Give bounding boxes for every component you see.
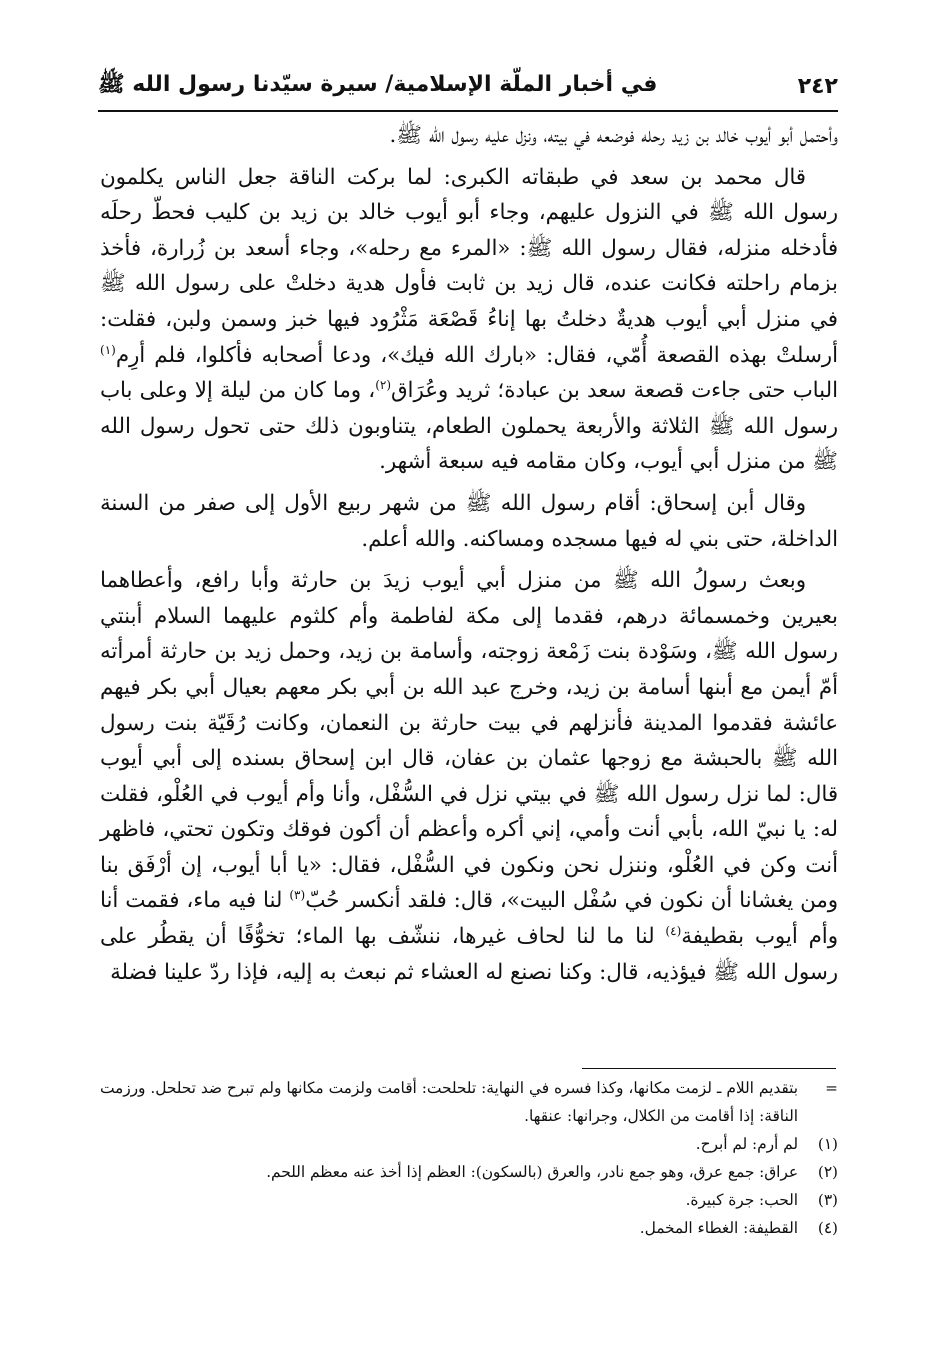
footnote-item <box>100 1214 838 1242</box>
paragraph-4-text: وبعث رسولُ الله ﷺ من منزل أبي أيوب زيدَ بن حارثة وأبا رافع، وأعطاهما بعيرين وخمسمائة درهم، فقدما إلى مكة لفاطمة وأم كلثوم عليهما السلام أبنتي رسول الله ﷺ، وسَوْدة بنت زَمْعة زوجته، وأسامة بن زيد، وحمل زيد بن حارثة أمرأته أمّ أيمن مع أبنها أسامة بن زيد، وخرج عبد الله بن أبي بكر معهم بعيال أبي بكر فيهم عائشة فقدموا المدينة فأنزلهم في بيت حارثة بن النعمان، وكانت رُقَيّة بنت رسول الله ﷺ بالحبشة مع زوجها عثمان بن عفان، قال ابن إسحاق بسنده إلى أبي أيوب قال: لما نزل رسول الله ﷺ في بيتي نزل في السُّفْل، وأنا وأم أيوب في العُلْو، فقلت له: يا نبيّ الله، بأبي أنت وأمي، إني أكره وأعظم أن أكون فوقك وتكون تحتي، فاظهر أنت وكن في العُلْو، وننزل نحن ونكون في السُّفْل، فقال: «يا أبا أيوب، إن أرْفَق بنا ومن يغشانا أن نكون في سُفْل البيت»، قال: فلقد أنكسر حُبّ <box>100 568 839 914</box>
footnote-continuation <box>100 1074 838 1130</box>
page-header <box>98 66 838 106</box>
footnote-ref-3: (٣) <box>289 888 306 903</box>
paragraph-4 <box>100 563 838 990</box>
footnotes <box>100 1074 838 1242</box>
header-rule <box>98 110 838 112</box>
footnote-number: (١) <box>817 1135 838 1153</box>
footnote-ref-2: (٢) <box>375 378 392 393</box>
footnote-item <box>100 1186 838 1214</box>
paragraph-2-text-b: الباب حتى جاءت قصعة سعد بن عبادة؛ ثريد وعُرَاق <box>391 378 838 404</box>
paragraph-2-text: قال محمد بن سعد في طبقاته الكبرى: لما بركت الناقة جعل الناس يكلمون رسول الله ﷺ في النزول عليهم، وجاء أبو أيوب خالد بن زيد بن كليب فحطّ رحلَه فأدخله منزله، فقال رسول الله ﷺ: «المرء مع رحله»، وجاء أسعد بن زُرارة، فأخذ بزمام راحلته فكانت عنده، قال زيد بن ثابت فأول هدية دخلتْ على رسول الله ﷺ في منزل أبي أيوب هديةٌ دخلتُ بها إناءُ قَصْعَة مَثْرُود فيها خبز وسمن ولبن، فقلت: أرسلتْ بهذه القصعة أُمّي، فقال: «بارك الله فيك»، ودعا أصحابه فأكلوا، فلم أرِم <box>100 164 838 368</box>
paragraph-3: وقال أبن إسحاق: أقام رسول الله ﷺ من شهر ربيع الأول إلى صفر من السنة الداخلة، حتى بني له فيها مسجده ومساكنه. والله أعلم. <box>100 490 838 552</box>
footnote-text: القطيفة: الغطاء المخمل. <box>639 1219 798 1237</box>
running-title: في أخبار الملّة الإسلامية/ سيرة سيّدنا رسول الله ﷺ <box>98 72 658 97</box>
continuation-marker: = <box>825 1079 838 1097</box>
paragraph-2-text-c: ، وما كان من ليلة إلا وعلى باب رسول الله ﷺ الثلاثة والأربعة يحملون الطعام، يتناوبون ذلك حتى تحول رسول الله ﷺ من منزل أبي أيوب، وكان مقامه فيه سبعة أشهر. <box>100 378 838 475</box>
page-number: ٢٤٢ <box>797 73 838 99</box>
footnote-ref-1: (١) <box>100 342 116 357</box>
footnote-text: الحب: جرة كبيرة. <box>685 1191 798 1209</box>
paragraph-4-text-b: لنا فيه ماء، فقمت أنا وأم أيوب بقطيفة <box>100 888 838 950</box>
footnote-number: (٢) <box>817 1163 838 1181</box>
footnote-rule <box>582 1068 836 1069</box>
footnote-number: (٣) <box>817 1191 838 1209</box>
main-text <box>100 118 838 990</box>
continuation-text: بتقديم اللام ـ لزمت مكانها، وكذا فسره في النهاية: تلحلحت: أقامت ولزمت مكانها ولم تبرح ضد تحلحل. ورزمت الناقة: إذا أقامت من الكلال، وجرانها: عنقها. <box>100 1079 798 1125</box>
footnote-number: (٤) <box>817 1219 838 1237</box>
footnote-text: عراق: جمع عرق، وهو جمع نادر، والعرق (بالسكون): العظم إذا أخذ عنه معظم اللحم. <box>266 1163 798 1181</box>
paragraph-2 <box>100 160 838 480</box>
paragraph-1: وأحتمل أبو أيوب خالد بن زيد رحله فوضعه في بيته، ونزل عليه رسول الله ﷺ. <box>389 123 838 148</box>
paragraph-4-text-c: لنا ما لنا لحاف غيرها، ننشّف بها الماء؛ تخوُّفًا أن يقطُر على رسول الله ﷺ فيؤذيه، قال: وكنا نصنع له العشاء ثم نبعث به إليه، فإذا ردّ علينا فضلة <box>100 924 838 985</box>
footnote-item <box>100 1158 838 1186</box>
footnote-text: لم أرم: لم أبرح. <box>695 1135 798 1153</box>
footnote-ref-4: (٤) <box>665 923 682 938</box>
footnote-item <box>100 1130 838 1158</box>
